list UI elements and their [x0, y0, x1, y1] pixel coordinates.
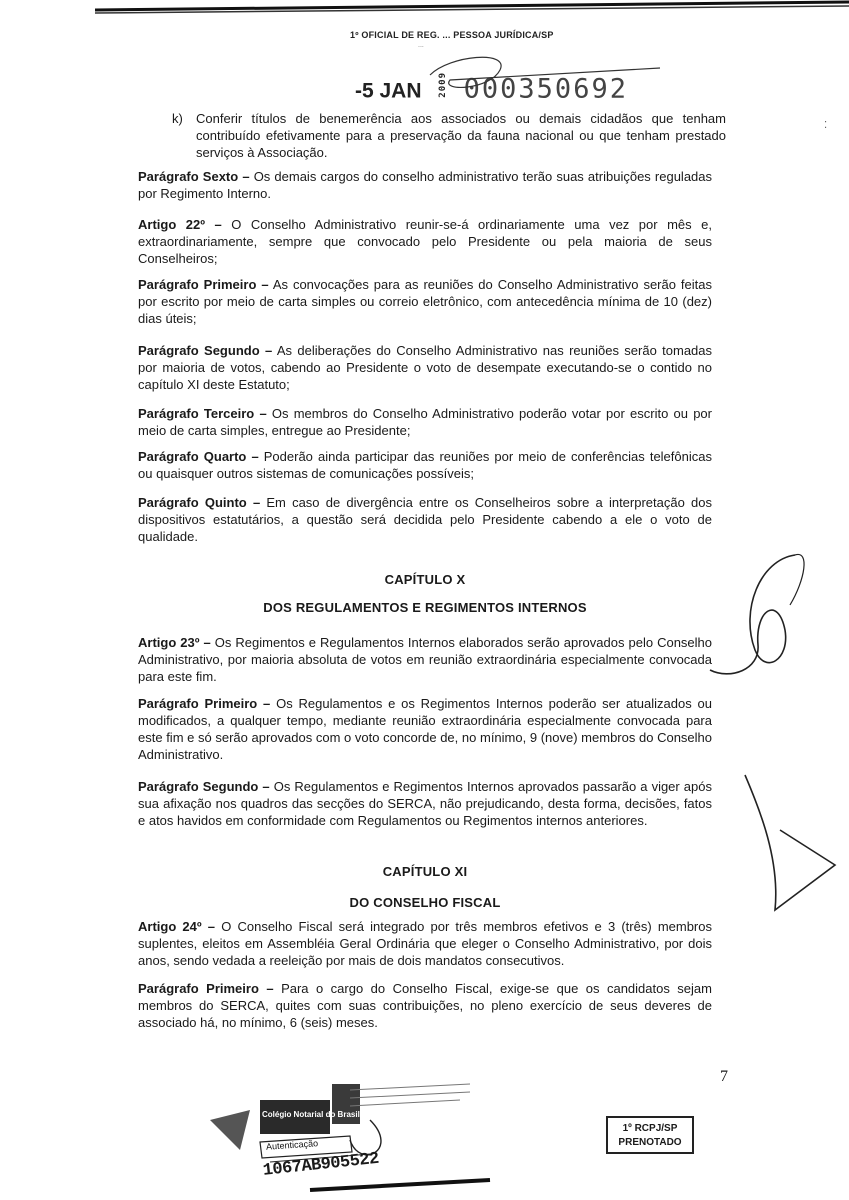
paragraph-primeiro-22	[138, 276, 712, 327]
chapter-xi-number: CAPÍTULO XI	[382, 864, 468, 879]
paragraph-terceiro-22	[138, 405, 712, 439]
paragraph-title: Parágrafo Sexto –	[138, 169, 250, 184]
chapter-x-title: DOS REGULAMENTOS E REGIMENTOS INTERNOS	[263, 600, 587, 615]
paragraph-quinto-22	[138, 494, 712, 545]
notary-code: 1067AB905522	[262, 1149, 380, 1181]
paragraph-primeiro-23	[138, 695, 712, 763]
paragraph-title: Artigo 22º –	[138, 217, 222, 232]
paragraph-title: Parágrafo Terceiro –	[138, 406, 267, 421]
notary-label: Colégio Notarial do Brasil	[262, 1110, 360, 1119]
signature-initials	[700, 550, 820, 690]
paragraph-text: O Conselho Administrativo reunir-se-á ordinariamente uma vez por mês e, extraordinariamente, sempre que convocado pelo Presidente ou pela maioria de seus Conselheiros;	[138, 217, 712, 266]
item-k-label: k)	[172, 111, 183, 126]
chapter-xi-title: DO CONSELHO FISCAL	[349, 895, 501, 910]
paragraph-title: Parágrafo Quarto –	[138, 449, 259, 464]
paragraph-text: As deliberações do Conselho Administrativo nas reuniões serão tomadas por maioria de votos, cabendo ao Presidente o voto de desempate executando-se o contido no capítulo XI deste Estatuto;	[138, 343, 713, 392]
paragraph-segundo-22	[138, 342, 712, 393]
paragraph-segundo-23	[138, 778, 712, 829]
paragraph-sexto	[138, 168, 712, 202]
stamp-number: 000350692	[463, 73, 628, 105]
paragraph-text: As convocações para as reuniões do Conselho Administrativo serão feitas por escrito por meio de carta simples ou correio eletrônico, com antecedência mínima de 10 (dez) dias úteis;	[138, 277, 712, 326]
authentication-label: Autenticação	[265, 1138, 319, 1152]
paragraph-title: Parágrafo Primeiro –	[138, 981, 274, 996]
paragraph-text: Para o cargo do Conselho Fiscal, exige-se que os candidatos sejam membros do SERCA, quites com suas contribuições, no pleno exercício de seus deveres de associado há, no mínimo, 6 (seis) meses.	[138, 981, 712, 1030]
prenotado-line1: 1º RCPJ/SP	[622, 1123, 678, 1134]
paragraph-quarto-22	[138, 448, 712, 482]
signature-mark	[740, 770, 840, 920]
item-k-text: Conferir títulos de benemerência aos associados ou demais cidadãos que tenham contribuído efetivamente para a preservação da fauna nacional ou que tenham prestado serviços à Associação.	[196, 111, 726, 160]
chapter-x-number: CAPÍTULO X	[384, 572, 466, 587]
registry-header: 1º OFICIAL DE REG. ... PESSOA JURÍDICA/SP	[350, 30, 554, 40]
paragraph-text: Os demais cargos do conselho administrativo terão suas atribuições reguladas por Regimento Interno.	[138, 169, 713, 201]
paragraph-text: Os membros do Conselho Administrativo poderão votar por escrito ou por meio de carta simples, entregue ao Presidente;	[138, 406, 712, 438]
paragraph-title: Parágrafo Primeiro –	[138, 696, 271, 711]
paragraph-title: Parágrafo Quinto –	[138, 495, 261, 510]
paragraph-text: Os Regulamentos e os Regimentos Internos poderão ser atualizados ou modificados, a qualquer tempo, mediante reunião extraordinária especialmente convocada para este fim e só serão aprovados com o voto concorde de, no mínimo, 9 (nove) membros do Conselho Administrativo.	[138, 696, 712, 762]
paragraph-title: Artigo 23º –	[138, 635, 211, 650]
stamp-year: 2009	[437, 72, 448, 98]
paragraph-title: Artigo 24º –	[138, 919, 216, 934]
paragraph-text: O Conselho Fiscal será integrado por três membros efetivos e 3 (três) membros suplentes, eleitos em Assembléia Geral Ordinária que eleger o Conselho Administrativo, por dois anos, sendo vedada a reeleição por mais de dois mandatos consecutivos.	[138, 919, 712, 968]
article-22	[138, 216, 712, 267]
article-23	[138, 634, 712, 685]
paragraph-primeiro-24	[138, 980, 712, 1031]
article-24	[138, 918, 712, 969]
stamp-date: -5 JAN	[355, 79, 422, 103]
paragraph-text: Poderão ainda participar das reuniões por meio de conferências telefônicas ou quaisquer outros sistemas de comunicações possíveis;	[138, 449, 712, 481]
paragraph-title: Parágrafo Primeiro –	[138, 277, 269, 292]
paragraph-text: Em caso de divergência entre os Conselheiros sobre a interpretação dos dispositivos estatutários, a questão será decidida pelo Presidente cabendo a ele o voto de qualidade.	[138, 495, 712, 544]
paragraph-title: Parágrafo Segundo –	[138, 779, 270, 794]
notary-seal	[210, 1080, 500, 1198]
stamp-scribble	[420, 50, 670, 100]
scan-edge	[95, 0, 849, 14]
paragraph-title: Parágrafo Segundo –	[138, 343, 273, 358]
prenotado-stamp	[606, 1116, 694, 1154]
paragraph-text: Os Regulamentos e Regimentos Internos aprovados passarão a viger após sua afixação nos quadros das secções do SERCA, não prejudicando, desta forma, decisões, fatos e atos havidos em conformidade com Regulamentos ou Regimentos internos anteriores.	[138, 779, 712, 828]
paragraph-text: Os Regimentos e Regulamentos Internos elaborados serão aprovados pelo Conselho Administrativo, por maioria absoluta de votos em reunião extraordinária especialmente convocada para este fim.	[138, 635, 713, 684]
registry-subheader: ...	[418, 42, 424, 49]
prenotado-line2: PRENOTADO	[618, 1137, 682, 1148]
page-number: 7	[720, 1068, 728, 1085]
margin-mark: ⁚	[824, 120, 828, 131]
